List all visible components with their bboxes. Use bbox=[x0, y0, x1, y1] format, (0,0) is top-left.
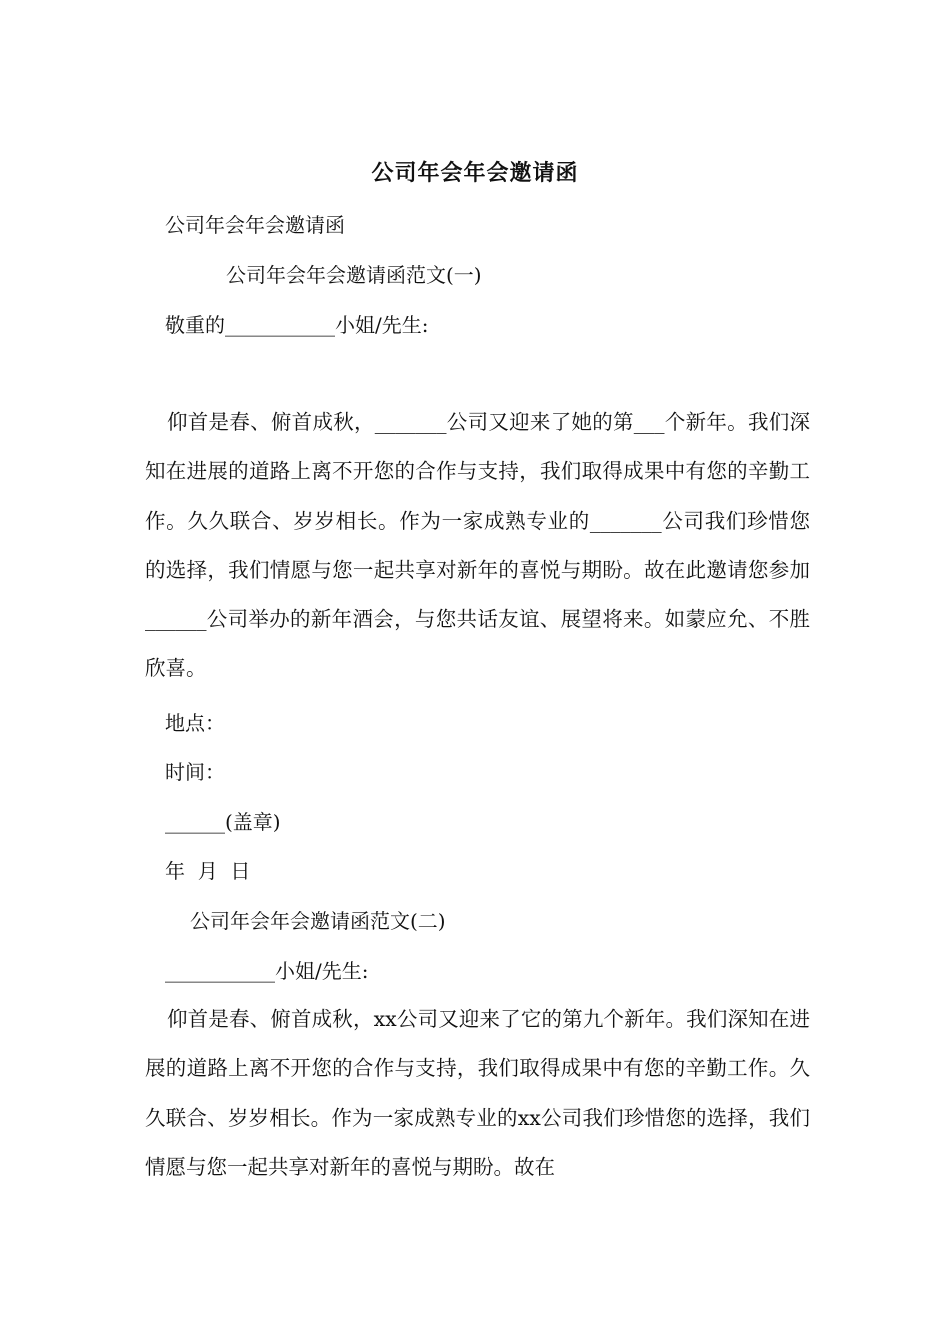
sample-two-heading: 公司年会年会邀请函范文(二) bbox=[190, 909, 446, 933]
sample-one-seal: ______(盖章) bbox=[165, 810, 281, 834]
sample-one-body: 仰首是春、俯首成秋，_______公司又迎来了她的第___个新年。我们深知在进展的道路上离不开您的合作与支持，我们取得成果中有您的辛勤工作。久久联合、岁岁相长。作为一家成熟专业的_______公司我们珍惜您的选择，我们情愿与您一起共享对新年的喜悦与期盼。故在此邀请您参加______公司举办的新年酒会，与您共话友谊、展望将来。如蒙应允、不胜欣喜。 bbox=[145, 410, 810, 681]
sample-two-body: 仰首是春、俯首成秋，xx公司又迎来了它的第九个新年。我们深知在进展的道路上离不开您的合作与支持，我们取得成果中有您的辛勤工作。久久联合、岁岁相长。作为一家成熟专业的xx公司我们珍惜您的选择，我们情愿与您一起共享对新年的喜悦与期盼。故在 bbox=[145, 1007, 810, 1179]
sample-two-salutation: ___________小姐/先生: bbox=[165, 959, 369, 983]
sample-one-location: 地点： bbox=[165, 711, 225, 735]
document-title: 公司年会年会邀请函 bbox=[371, 160, 579, 186]
document-subtitle: 公司年会年会邀请函 bbox=[165, 213, 345, 237]
sample-one-date: 年 月 日 bbox=[165, 859, 251, 883]
sample-one-heading: 公司年会年会邀请函范文(一) bbox=[226, 263, 482, 287]
sample-one-time: 时间： bbox=[165, 760, 225, 784]
sample-one-salutation: 敬重的___________小姐/先生: bbox=[165, 313, 429, 337]
